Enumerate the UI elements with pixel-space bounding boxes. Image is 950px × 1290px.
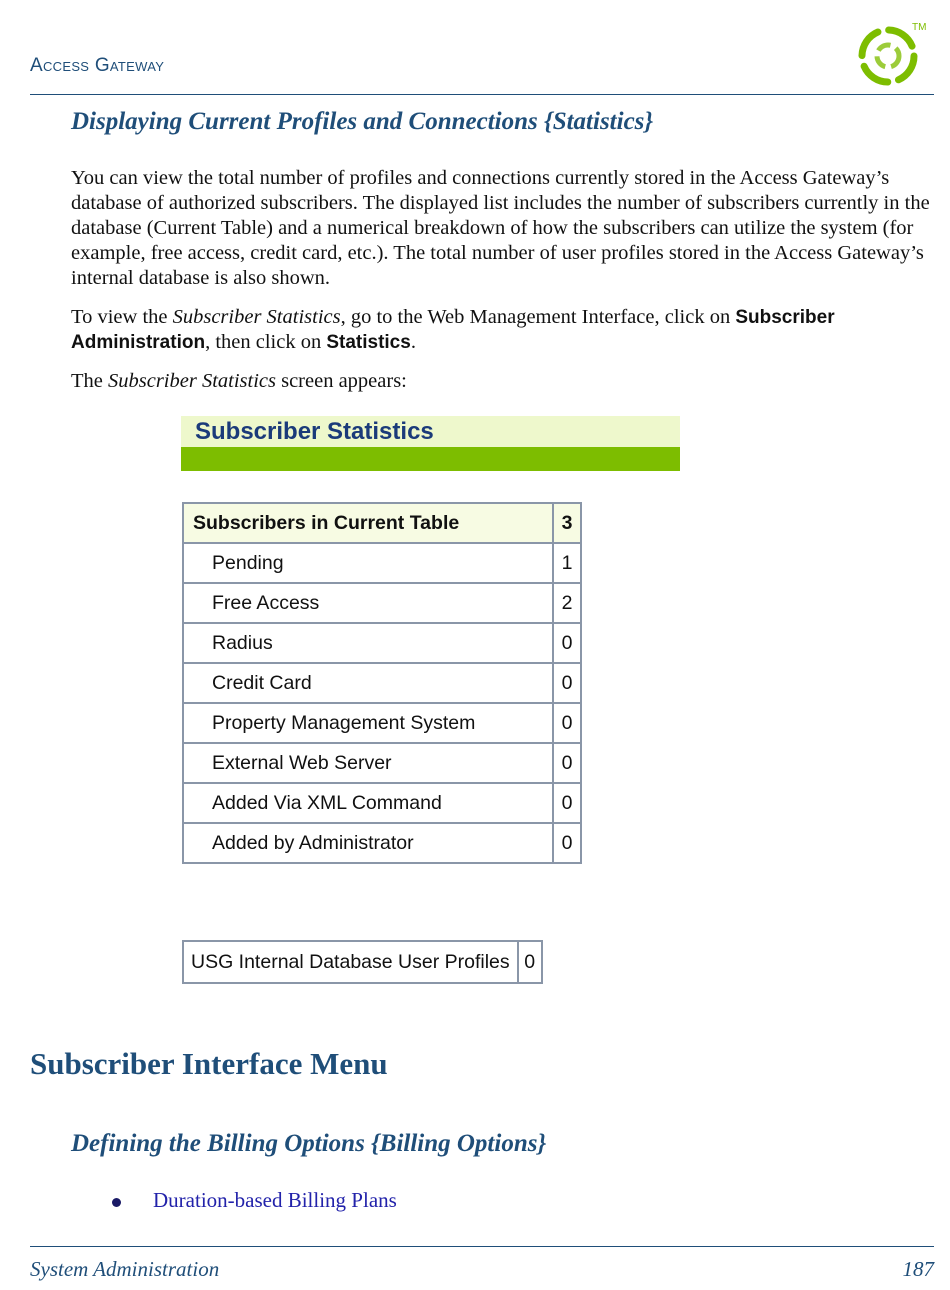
row-label: Pending bbox=[183, 543, 553, 583]
table-header-row bbox=[183, 503, 581, 543]
table-row bbox=[183, 703, 581, 743]
row-value: 0 bbox=[553, 663, 581, 703]
row-value: 0 bbox=[553, 703, 581, 743]
row-label: Free Access bbox=[183, 583, 553, 623]
footer-divider bbox=[30, 1246, 934, 1247]
usg-profiles-value: 0 bbox=[518, 941, 542, 983]
usg-profiles-label: USG Internal Database User Profiles bbox=[183, 941, 518, 983]
row-value: 0 bbox=[553, 783, 581, 823]
screen-appears-paragraph: The Subscriber Statistics screen appears: bbox=[71, 370, 407, 392]
usg-profiles-table bbox=[182, 940, 543, 984]
instruction-paragraph: To view the Subscriber Statistics, go to the Web Management Interface, click on Subscriber Administration, then click on Statistics. bbox=[71, 306, 835, 353]
page-number: 187 bbox=[902, 1257, 934, 1281]
row-value: 0 bbox=[553, 623, 581, 663]
row-value: 2 bbox=[553, 583, 581, 623]
subscriber-statistics-table bbox=[182, 502, 582, 864]
row-value: 1 bbox=[553, 543, 581, 583]
header-title: Access Gateway bbox=[30, 55, 165, 76]
table-row bbox=[183, 743, 581, 783]
duration-billing-link[interactable]: Duration-based Billing Plans bbox=[153, 1188, 397, 1212]
table-row bbox=[183, 783, 581, 823]
table-row bbox=[183, 823, 581, 863]
subscriber-statistics-banner bbox=[181, 416, 680, 471]
row-label: External Web Server bbox=[183, 743, 553, 783]
logo-icon bbox=[852, 18, 928, 90]
row-value: 0 bbox=[553, 743, 581, 783]
row-label: Added Via XML Command bbox=[183, 783, 553, 823]
menu-heading: Subscriber Interface Menu bbox=[30, 1046, 388, 1081]
row-value: 0 bbox=[553, 823, 581, 863]
table-row bbox=[183, 583, 581, 623]
table-row bbox=[183, 663, 581, 703]
subscriber-statistics-title: Subscriber Statistics bbox=[195, 418, 434, 445]
bullet-icon bbox=[112, 1198, 121, 1207]
table-row bbox=[183, 543, 581, 583]
footer-section-name: System Administration bbox=[30, 1257, 220, 1281]
table-row bbox=[183, 623, 581, 663]
row-label: Credit Card bbox=[183, 663, 553, 703]
header-label: Subscribers in Current Table bbox=[183, 503, 553, 543]
row-label: Added by Administrator bbox=[183, 823, 553, 863]
billing-options-heading: Defining the Billing Options {Billing Options} bbox=[71, 1130, 547, 1157]
intro-paragraph: You can view the total number of profiles and connections currently stored in the Access Gateway’s database of authorized subscribers. The displayed list includes the number of subscribers currently in the database (Current Table) and a numerical breakdown of how the subscribers can utilize the system (for example, free access, credit card, etc.). The total number of user profiles stored in the Access Gateway’s internal database is also shown. bbox=[71, 167, 930, 289]
table-row bbox=[183, 941, 542, 983]
row-label: Property Management System bbox=[183, 703, 553, 743]
page-header bbox=[30, 0, 934, 95]
list-item bbox=[112, 1188, 397, 1213]
header-value: 3 bbox=[553, 503, 581, 543]
logo-trademark: TM bbox=[912, 22, 927, 33]
section-title: Displaying Current Profiles and Connections {Statistics} bbox=[71, 108, 654, 135]
row-label: Radius bbox=[183, 623, 553, 663]
